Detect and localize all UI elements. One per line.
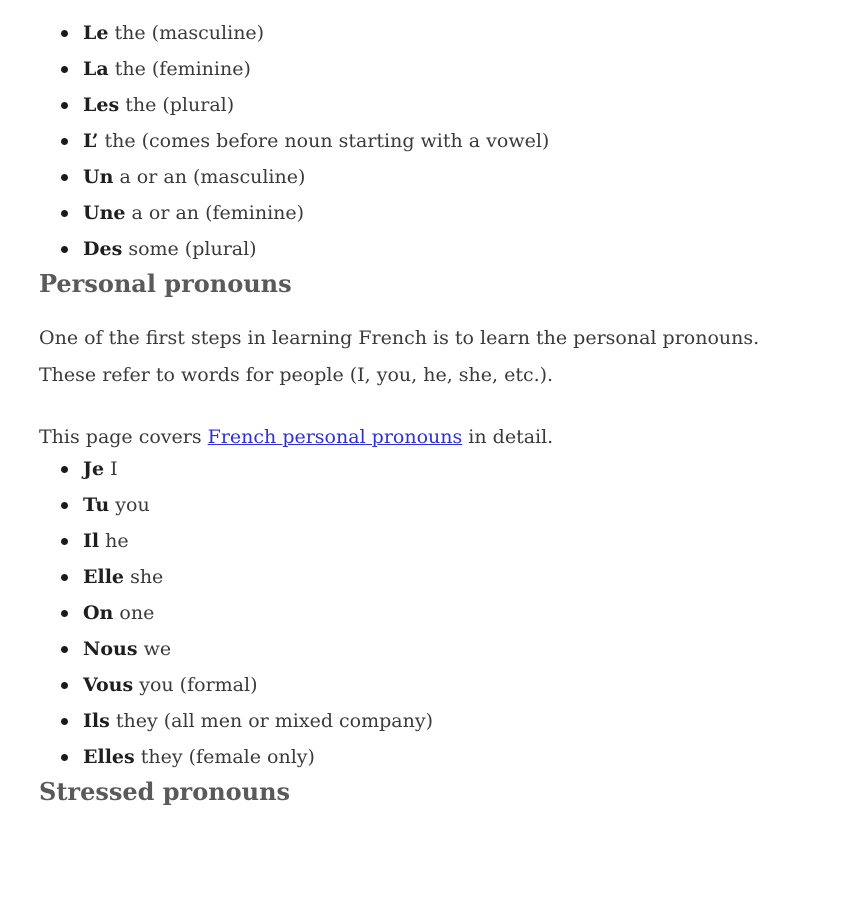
term: Je xyxy=(83,458,105,480)
meaning: the (plural) xyxy=(125,94,235,116)
bullet-icon xyxy=(61,102,68,109)
term: Une xyxy=(83,202,126,224)
list-item xyxy=(39,52,819,88)
list-item xyxy=(39,452,819,488)
bullet-icon xyxy=(61,574,68,581)
meaning: the (feminine) xyxy=(114,58,251,80)
meaning: I xyxy=(110,458,118,480)
term: L’ xyxy=(83,130,99,152)
term: Le xyxy=(83,22,109,44)
meaning: she xyxy=(130,566,164,588)
list-item xyxy=(39,704,819,740)
list-item xyxy=(39,488,819,524)
term: Ils xyxy=(83,710,110,732)
bullet-icon xyxy=(61,646,68,653)
articles-list xyxy=(39,16,819,268)
list-item xyxy=(39,196,819,232)
intro-line-1: One of the first steps in learning French is to learn the personal pronouns. xyxy=(39,327,760,349)
bullet-icon xyxy=(61,502,68,509)
personal-pronouns-list xyxy=(39,452,819,776)
intro-line-2: These refer to words for people (I, you, he, she, etc.). xyxy=(39,364,554,386)
list-item xyxy=(39,596,819,632)
section-heading-stressed-pronouns: Stressed pronouns xyxy=(39,777,291,806)
meaning: a or an (masculine) xyxy=(119,166,306,188)
list-item xyxy=(39,232,819,268)
french-personal-pronouns-link[interactable]: French personal pronouns xyxy=(207,426,463,448)
meaning: some (plural) xyxy=(128,238,257,260)
list-item xyxy=(39,124,819,160)
link-suffix: in detail. xyxy=(462,426,554,448)
bullet-icon xyxy=(61,246,68,253)
meaning: a or an (feminine) xyxy=(131,202,305,224)
term: La xyxy=(83,58,109,80)
list-item xyxy=(39,740,819,776)
meaning: you xyxy=(115,494,150,516)
link-prefix: This page covers xyxy=(39,426,208,448)
meaning: you (formal) xyxy=(139,674,258,696)
bullet-icon xyxy=(61,682,68,689)
bullet-icon xyxy=(61,466,68,473)
bullet-icon xyxy=(61,66,68,73)
bullet-icon xyxy=(61,30,68,37)
term: Les xyxy=(83,94,120,116)
term: Il xyxy=(83,530,100,552)
list-item xyxy=(39,632,819,668)
meaning: one xyxy=(119,602,155,624)
term: Tu xyxy=(83,494,110,516)
term: Un xyxy=(83,166,114,188)
list-item xyxy=(39,524,819,560)
list-item xyxy=(39,160,819,196)
list-item xyxy=(39,668,819,704)
term: Elle xyxy=(83,566,125,588)
list-item xyxy=(39,560,819,596)
meaning: they (all men or mixed company) xyxy=(115,710,434,732)
meaning: the (masculine) xyxy=(114,22,265,44)
bullet-icon xyxy=(61,610,68,617)
list-item xyxy=(39,16,819,52)
term: On xyxy=(83,602,114,624)
meaning: the (comes before noun starting with a vowel) xyxy=(104,130,550,152)
list-item xyxy=(39,88,819,124)
bullet-icon xyxy=(61,174,68,181)
bullet-icon xyxy=(61,138,68,145)
meaning: they (female only) xyxy=(140,746,315,768)
meaning: he xyxy=(105,530,129,552)
term: Elles xyxy=(83,746,135,768)
bullet-icon xyxy=(61,538,68,545)
article-content xyxy=(39,16,819,808)
bullet-icon xyxy=(61,754,68,761)
section-heading-personal-pronouns: Personal pronouns xyxy=(39,269,292,298)
link-paragraph xyxy=(39,422,819,452)
term: Nous xyxy=(83,638,138,660)
term: Des xyxy=(83,238,123,260)
bullet-icon xyxy=(61,718,68,725)
intro-paragraph xyxy=(39,320,819,394)
term: Vous xyxy=(83,674,134,696)
meaning: we xyxy=(143,638,172,660)
bullet-icon xyxy=(61,210,68,217)
